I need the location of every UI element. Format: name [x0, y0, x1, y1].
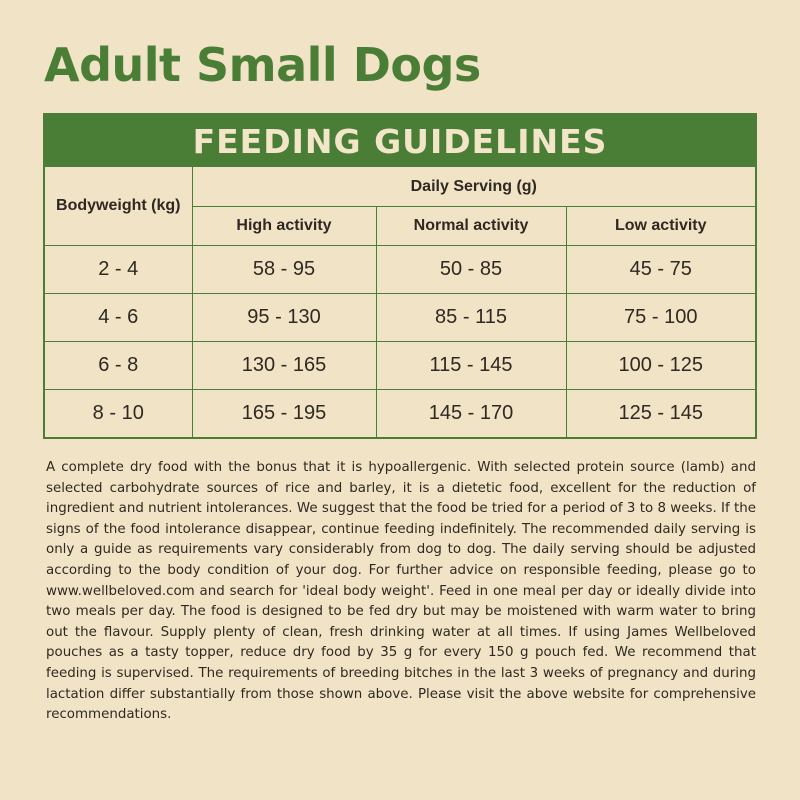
low-cell: 45 - 75 [566, 246, 755, 294]
weight-cell: 6 - 8 [45, 342, 192, 390]
feeding-description: A complete dry food with the bonus that it is hypoallergenic. With selected protein source (lamb) and selected carbohydrate sources of rice and barley, it is a dietetic food, excellent for the reduction of ingredient and nutrient intolerances. We suggest that the food be tried for a period of 3 to 8 weeks. If the signs of the food intolerance disappear, continue feeding indefinitely. The recommended daily serving is only a guide as requirements vary considerably from dog to dog. The daily serving should be adjusted according to the body condition of your dog. For further advice on responsible feeding, please go to www.wellbeloved.com and search for 'ideal body weight'. Feed in one meal per day or ideally divide into two meals per day. The food is designed to be fed dry but may be moistened with warm water to bring out the flavour. Supply plenty of clean, fresh drinking water at all times. If using James Wellbeloved pouches as a tasty topper, reduce dry food by 35 g for every 150 g pouch fed. We recommend that feeding is supervised. The requirements of breeding bitches in the last 3 weeks of pregnancy and during lactation differ substantially from those shown above. Please visit the above website for comprehensive recommendations. [46, 460, 756, 723]
table-row [45, 246, 755, 294]
header-row-top [45, 167, 755, 207]
normal-cell: 145 - 170 [376, 390, 566, 438]
table-row [45, 342, 755, 390]
table-row [45, 294, 755, 342]
weight-cell: 4 - 6 [45, 294, 192, 342]
normal-cell: 50 - 85 [376, 246, 566, 294]
page-title: Adult Small Dogs [44, 38, 481, 92]
low-activity-header: Low activity [566, 207, 755, 246]
normal-activity-header: Normal activity [376, 207, 566, 246]
high-cell: 58 - 95 [192, 246, 376, 294]
feeding-table [45, 167, 755, 437]
weight-cell: 8 - 10 [45, 390, 192, 438]
low-cell: 125 - 145 [566, 390, 755, 438]
high-cell: 95 - 130 [192, 294, 376, 342]
daily-serving-header: Daily Serving (g) [192, 167, 755, 207]
weight-cell: 2 - 4 [45, 246, 192, 294]
table-heading: FEEDING GUIDELINES [45, 115, 755, 167]
low-cell: 100 - 125 [566, 342, 755, 390]
high-cell: 165 - 195 [192, 390, 376, 438]
feeding-guidelines-table [43, 113, 757, 439]
normal-cell: 85 - 115 [376, 294, 566, 342]
low-cell: 75 - 100 [566, 294, 755, 342]
bodyweight-header: Bodyweight (kg) [45, 167, 192, 246]
high-cell: 130 - 165 [192, 342, 376, 390]
table-row [45, 390, 755, 438]
normal-cell: 115 - 145 [376, 342, 566, 390]
high-activity-header: High activity [192, 207, 376, 246]
